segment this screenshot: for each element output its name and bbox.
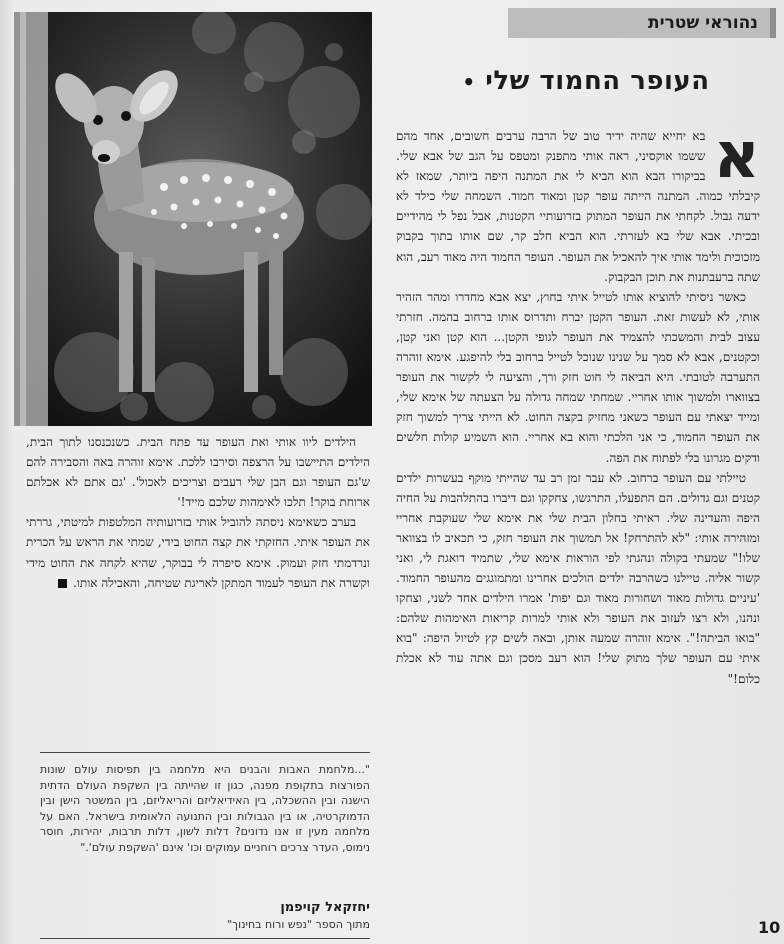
quote-source: מתוך הספר "נפש ורוח בחינוך"	[227, 918, 370, 931]
article-paragraph: כאשר ניסיתי להוציא אותו לטייל איתי בחוץ, יצא אבא מחדרו ומהר הזהיר אותי, לא לעשות זאת. העופר הקטן יברח ותדרוס אותו ברחוב בהמה. חזרתי עצוב לבית והמשכתי להצמיד את העופר לגופי הקטן... הוא קטן ואני קטן, וכקטנים, אבא לא סמך על שנינו שנוכל לטייל ברחוב בלי להיפגע. אימא זוהרה התערבה לטובתי. היא הביאה לי חוט חזק ורך, והציעה לי לקשור את העופר בצווארו ולמשוך אותו אחריי. שמחתי שמחה גדולה על הצעתה של אימא שלי, ומייד יצאתי עם העופר כשאני מחזיק בקצה החוט. לא הייתי צריך למשוך חזק את העופר החמוד, כי אני הלכתי והוא בא אחריי. הוא השמיע קולות חלשים ודקים מגרונו בלי לפתוח את הפה.	[396, 289, 760, 465]
page-number: 10	[758, 918, 781, 937]
article-paragraph: הילדים ליוו אותי ואת העופר עד פתח הבית. כשנכנסנו לתוך הבית, הילדים התיישבו על הרצפה וסירבו ללכת. אימא זוהרה באה והסבירה להם ש'גם העופר וגם הבן שלי רעבים וצריכים לאכול'. 'גם אתם לא אכלתם ארוחת בוקר! תלכו לאימהות שלכם מייד!'	[26, 435, 370, 510]
quote-bottom-rule	[40, 938, 370, 939]
fawn-illustration	[14, 12, 372, 426]
title-bullet: •	[462, 69, 476, 94]
article-title	[396, 66, 766, 96]
article-paragraph: בא יחייא שהיה ידיד טוב של הרבה ערבים חשובים, אחד מהם ששמו אוקסיני, ראה אותי מתפנק ומטפס על הגב של אבא שלי. בביקורו הבא הוא הביא לי את המתנה היפה ביותר, שמאז לא קיבלתי כמוה. המתנה הייתה עופר קטן ומאוד חמוד. השמחה שלי כילד לא ידעה גבול. לקחתי את העופר המתוק בזרועותיי הקטנות, אבל נפל לי מהידיים ובכיתי. אבא שלי בא לעזרתי. הוא הביא חלב קר, שם אותו בתוך בקבוק מזכוכית ולימד אותי איך להאכיל את העופר. העופר החמוד היה מאוד רעב, הוא שתה ברעבתנות את תוכן הבקבוק.	[396, 129, 760, 284]
article-column-left	[26, 432, 370, 593]
pull-quote: "...מלחמת האבות והבנים היא מלחמה בין תפיסות עולם שונות הפורצות בתקופת מפנה, כגון זו שהייתה בין השקפת העולם הדתית הישנה ובין ההשכלה, בין האידיאליזם והריאליזם, בין המשטר הישן ובין הדמוקרטיה, או בין הגבולות ובין התנועה הלאומית בישראל. האם על מלחמה מעין זו אנו נדונים? דלות לשון, דלות תרבות, יהירות, חוסר נימוס, העדר צרכים רוחניים עמוקים וכו' אינם 'השקפת עולם'."	[40, 763, 370, 854]
quote-author: יחזקאל קויפמן	[280, 900, 370, 915]
section-banner: נהוראי שטרית	[508, 8, 776, 38]
article-paragraph-final	[26, 512, 370, 592]
article-column-right	[396, 119, 760, 689]
fawn-photo	[14, 12, 372, 426]
article-paragraph-text: בערב כשאימא ניסתה להוביל אותי בזרועותיה המלטפות למיטתי, גררתי את העופר איתי. החזקתי את קצה החוט בידי, שמתי את הראש על הכרית ונרדמתי חזק ועמוק. אימא סיפרה לי בבוקר, שהיא לקחה את החוט מידי וקשרה את העופר לעמוד המתקן לאריגת שטיחה, והאכילה אותו.	[26, 515, 370, 590]
title-text: העופר החמוד שלי	[485, 66, 710, 96]
quote-top-rule	[40, 752, 370, 753]
drop-cap: א	[713, 119, 760, 193]
article-paragraph: טיילתי עם העופר ברחוב. לא עבר זמן רב עד שהייתי מוקף בעשרות ילדים קטנים וגם גדולים. הם התפעלו, התרגשו, צחקקו וגם דיברו בהתלהבות על החיה היפה והעדינה שלי. ראיתי בחלון הבית שלי את אימא שלי שעוקבת אחריי ומזהירה אותי: "לא להתרחק! אל תמשוך את העופר חזק, כי תכאיב לו בצוואר שלו!" שמעתי בקולה ונהגתי לפי הוראות אימא שלי, שתמיד דואגת לי, ואני קשור אליה. טיילנו כשהרבה ילדים הולכים אחרינו ומתמוגגים מהעופר החמוד. 'עיניים גדולות מאוד ושחורות מאוד וגם יפות' אמרו הילדים אחד לשני, וצחקו ונהנו, ולא רצו לעזוב את העופר ולא אותי למרות קריאות האימהות שלהם: "בואו הביתה!". אימא זוהרה שמעה אותן, ובאה לשים קץ לטיול היפה: "בוא איתי עם העופר שלך מתוק שלי! הוא רעב מסכן וגם אתה עוד לא אכלת כלום!"	[396, 470, 760, 686]
end-of-article-mark	[58, 579, 67, 588]
